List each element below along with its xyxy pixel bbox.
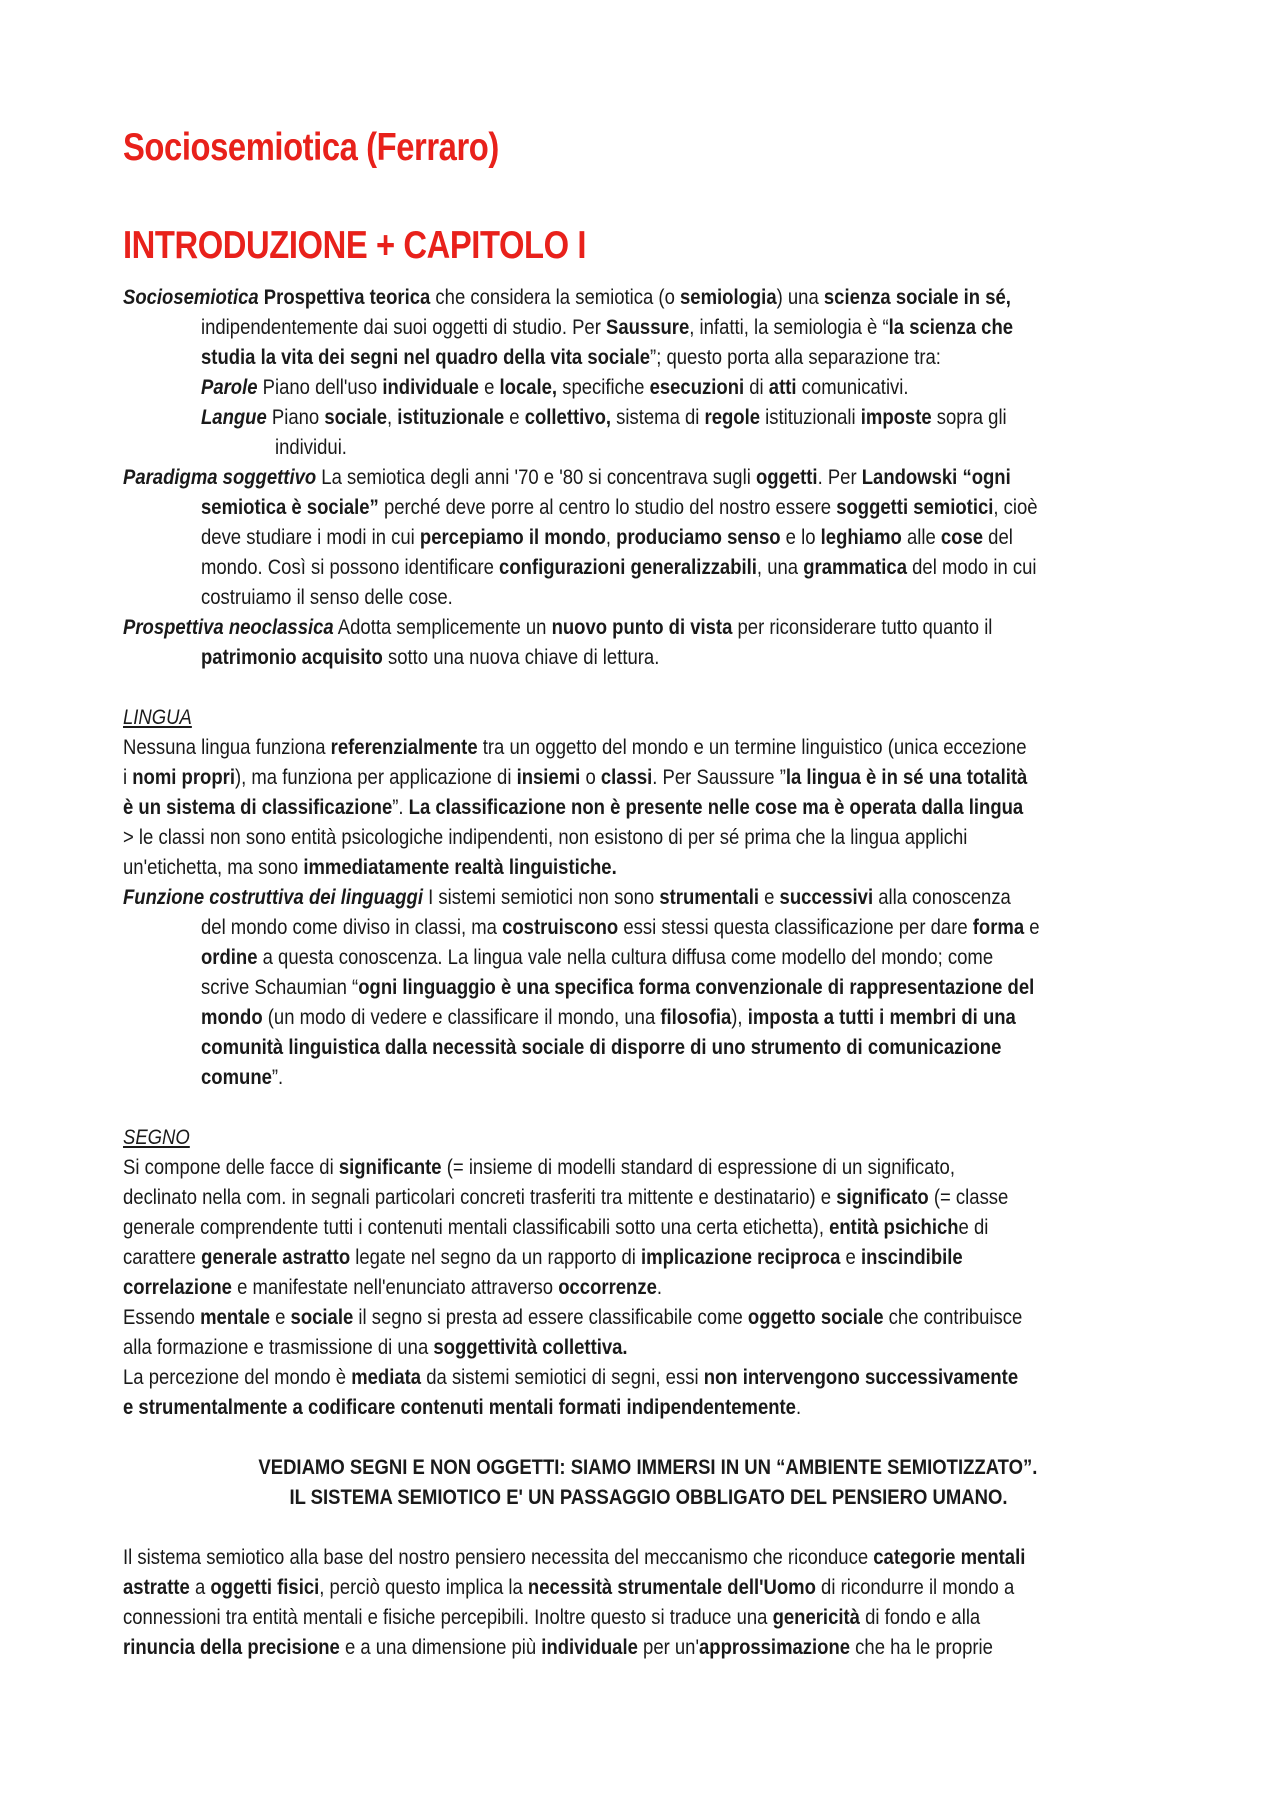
text-line: Parole Piano dell'uso individuale e locale, specifiche esecuzioni di atti comunicativi. [201,375,909,399]
text-line: semiotica è sociale” perché deve porre al centro lo studio del nostro essere soggetti semiotici, cioè [201,495,1038,519]
text-line: deve studiare i modi in cui percepiamo il mondo, produciamo senso e lo leghiamo alle cose del [201,525,1013,549]
text-line: un'etichetta, ma sono immediatamente realtà linguistiche. [123,855,617,879]
document-title: Sociosemiotica (Ferraro) [123,126,499,169]
text-line: comune”. [201,1065,284,1089]
text-line: VEDIAMO SEGNI E NON OGGETTI: SIAMO IMMERSI IN UN “AMBIENTE SEMIOTIZZATO”. [258,1455,1038,1479]
text-line: studia la vita dei segni nel quadro della vita sociale”; questo porta alla separazione tra: [201,345,941,369]
text-line: SEGNO [123,1125,190,1149]
text-line: Il sistema semiotico alla base del nostro pensiero necessita del meccanismo che riconduce categorie mentali [123,1545,1026,1569]
text-line: Sociosemiotica Prospettiva teorica che considera la semiotica (o semiologia) una scienza sociale in sé, [123,285,1011,309]
text-line: IL SISTEMA SEMIOTICO E' UN PASSAGGIO OBBLIGATO DEL PENSIERO UMANO. [288,1485,1008,1509]
text-line: correlazione e manifestate nell'enunciato attraverso occorrenze. [123,1275,663,1299]
text-line: indipendentemente dai suoi oggetti di studio. Per Saussure, infatti, la semiologia è “la scienza che [201,315,1014,339]
text-line: Funzione costruttiva dei linguaggi I sistemi semiotici non sono strumentali e successivi alla conoscenza [123,885,1011,909]
text-line: del mondo come diviso in classi, ma costruiscono essi stessi questa classificazione per dare forma e [201,915,1040,939]
text-line: carattere generale astratto legate nel segno da un rapporto di implicazione reciproca e inscindibile [123,1245,963,1269]
text-line: costruiamo il senso delle cose. [201,585,453,609]
text-line: Si compone delle facce di significante (= insieme di modelli standard di espressione di un significato, [123,1155,955,1179]
text-line: Nessuna lingua funziona referenzialmente tra un oggetto del mondo e un termine linguistico (unica eccezione [123,735,1027,759]
text-line: astratte a oggetti fisici, perciò questo implica la necessità strumentale dell'Uomo di ricondurre il mondo a [123,1575,1015,1599]
text-line: scrive Schaumian “ogni linguaggio è una specifica forma convenzionale di rappresentazione del [201,975,1035,999]
text-line: e strumentalmente a codificare contenuti mentali formati indipendentemente. [123,1395,802,1419]
text-line: Langue Piano sociale, istituzionale e collettivo, sistema di regole istituzionali imposte sopra gli [201,405,1007,429]
text-line: rinuncia della precisione e a una dimensione più individuale per un'approssimazione che ha le proprie [123,1635,993,1659]
text-line: Prospettiva neoclassica Adotta semplicemente un nuovo punto di vista per riconsiderare tutto quanto il [123,615,993,639]
text-line: LINGUA [123,705,192,729]
text-line: declinato nella com. in segnali particolari concreti trasferiti tra mittente e destinatario) e significato (= classe [123,1185,1009,1209]
text-line: ordine a questa conoscenza. La lingua vale nella cultura diffusa come modello del mondo; come [201,945,994,969]
text-line: patrimonio acquisito sotto una nuova chiave di lettura. [201,645,660,669]
text-line: mondo (un modo di vedere e classificare il mondo, una filosofia), imposta a tutti i membri di una [201,1005,1016,1029]
text-line: i nomi propri), ma funziona per applicazione di insiemi o classi. Per Saussure ”la lingua è in sé una totalità [123,765,1028,789]
text-line: Paradigma soggettivo La semiotica degli anni '70 e '80 si concentrava sugli oggetti. Per Landowski “ogni [123,465,1011,489]
text-line: mondo. Così si possono identificare configurazioni generalizzabili, una grammatica del modo in cui [201,555,1037,579]
text-line: è un sistema di classificazione”. La classificazione non è presente nelle cose ma è operata dalla lingua [123,795,1024,819]
text-line: individui. [275,435,347,459]
text-line: Essendo mentale e sociale il segno si presta ad essere classificabile come oggetto sociale che contribuisce [123,1305,1023,1329]
text-line: connessioni tra entità mentali e fisiche percepibili. Inoltre questo si traduce una genericità di fondo e alla [123,1605,981,1629]
text-line: generale comprendente tutti i contenuti mentali classificabili sotto una certa etichetta), entità psichiche di [123,1215,989,1239]
chapter-heading: INTRODUZIONE + CAPITOLO I [123,224,587,267]
text-line: La percezione del mondo è mediata da sistemi semiotici di segni, essi non intervengono successivamente [123,1365,1019,1389]
text-line: alla formazione e trasmissione di una soggettività collettiva. [123,1335,628,1359]
text-line: comunità linguistica dalla necessità sociale di disporre di uno strumento di comunicazione [201,1035,1002,1059]
text-line: > le classi non sono entità psicologiche indipendenti, non esistono di per sé prima che la lingua applichi [123,825,968,849]
